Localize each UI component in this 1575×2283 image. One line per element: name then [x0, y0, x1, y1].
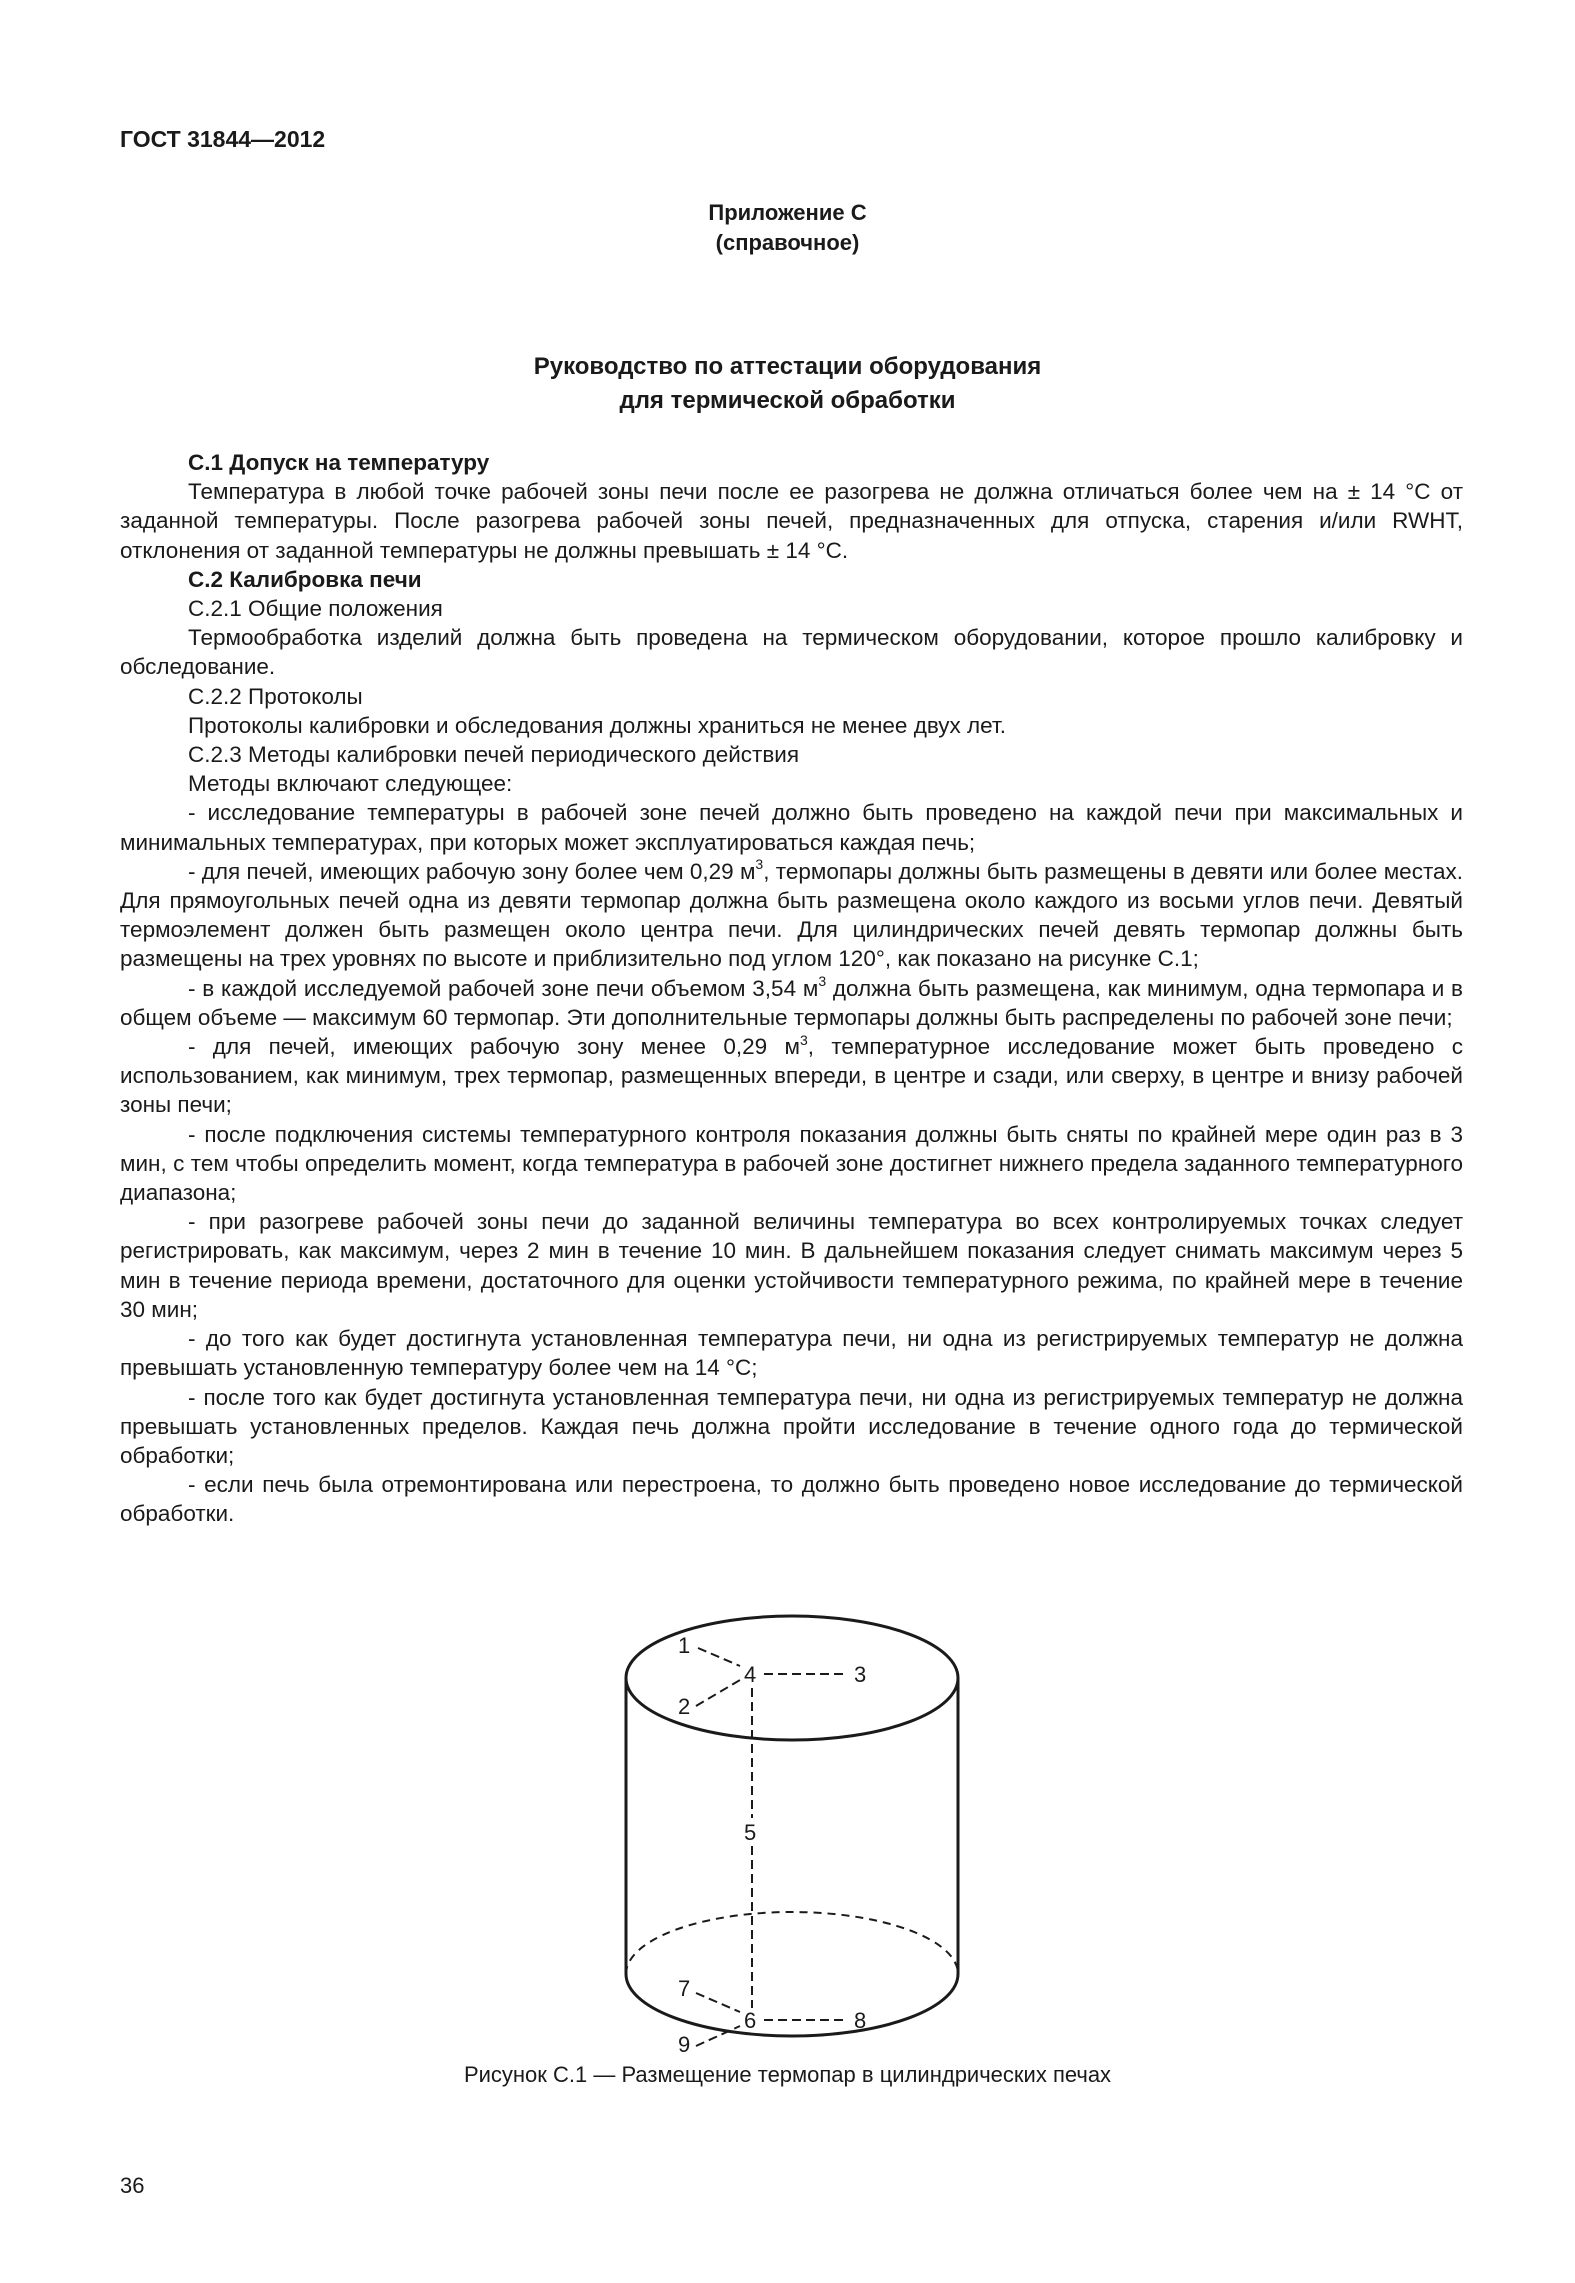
section-c2-heading: С.2 Калибровка печи [188, 566, 422, 592]
document-code: ГОСТ 31844—2012 [120, 126, 326, 152]
superscript: 3 [799, 1031, 808, 1048]
section-c22-heading: С.2.2 Протоколы [188, 683, 363, 709]
cylinder-top-ellipse [626, 1616, 958, 1740]
list-item: - при разогреве рабочей зоны печи до заданной величины температура во всех контролируемых точках следует регистрировать, как максимум, через 2 мин в течение 10 мин. В дальнейшем показания следует снимать максимум через 5 мин в течение периода времени, достаточного для оценки устойчивости температурного режима, по крайней мере в течение 30 мин; [120, 1209, 1463, 1322]
section-c21-heading: С.2.1 Общие положения [188, 596, 443, 622]
section-c1-text: Температура в любой точке рабочей зоны печи после ее разогрева не должна отличаться более чем на ± 14 °С от заданной температуры. После разогрева рабочей зоны печей, предназначенных для отпуска, старения и/или RWHT, отклонения от заданной температуры не должны превышать ± 14 °С. [120, 479, 1463, 563]
list-item: - для печей, имеющих рабочую зону более чем 0,29 $м^3$, термопары должны быть размещены в девяти или более местах. Для прямоугольных печей одна из девяти термопар должна быть размещена около каждого из восьми углов печи. Девятый термоэлемент должен быть размещен около центра печи. Для цилиндрических печей девять термопар должны быть размещены на трех уровнях по высоте и приблизительно под углом 120°, как показано на рисунке С.1; [120, 856, 1464, 972]
annex-title: Приложение С [708, 200, 867, 225]
section-c21-text: Термообработка изделий должна быть проведена на термическом оборудовании, которое прошло калибровку и обследование. [120, 625, 1463, 680]
thermocouple-cylinder-figure [610, 1608, 970, 2057]
list-item: - после того как будет достигнута установленная температура печи, ни одна из регистрируемых температур не должна превышать установленных пределов. Каждая печь должна пройти исследование в течение одного года до термической обработки; [120, 1384, 1463, 1468]
connector-1-4 [698, 1648, 740, 1666]
list-item: - после подключения системы температурного контроля показания должны быть сняты по крайней мере один раз в 3 мин, с тем чтобы определить момент, когда температура в рабочей зоне достигнет нижнего предела заданного температурного диапазона; [120, 1121, 1463, 1206]
main-title-line-1: Руководство по аттестации оборудования [533, 353, 1042, 380]
superscript: 3 [755, 856, 764, 873]
list-item: - до того как будет достигнута установленная температура печи, ни одна из регистрируемых температур не должна превышать установленную температуру более чем на 14 °С; [120, 1326, 1463, 1381]
cylinder-bottom-back-arc [626, 1912, 958, 1974]
label-8: 8 [854, 2008, 867, 2033]
section-c1-heading: С.1 Допуск на температуру [188, 450, 490, 475]
page-number: 36 [120, 2173, 145, 2198]
label-2: 2 [678, 1694, 691, 1719]
section-c22-text: Протоколы калибровки и обследования должны храниться не менее двух лет. [188, 712, 1006, 738]
label-4: 4 [744, 1662, 757, 1687]
main-title-line-2: для термической обработки [619, 387, 956, 414]
list-item: - для печей, имеющих рабочую зону менее 0,29 $м^3$, температурное исследование может быть проведено с использованием, как минимум, трех термопар, размещенных впереди, в центре и сзади, или сверху, в центре и внизу рабочей зоны печи; [120, 1031, 1463, 1118]
annex-note: (справочное) [715, 230, 860, 255]
list-item: - исследование температуры в рабочей зоне печей должно быть проведено на каждой печи при максимальных и минимальных температурах, при которых может эксплуатироваться каждая печь; [120, 800, 1463, 855]
main-title [0, 350, 1575, 418]
label-3: 3 [854, 1662, 867, 1687]
section-c23-heading: С.2.3 Методы калибровки печей периодического действия [188, 742, 800, 768]
label-9: 9 [678, 2032, 691, 2057]
cylinder-bottom-front-arc [626, 1974, 958, 2036]
label-7: 7 [678, 1976, 691, 2001]
label-1: 1 [678, 1633, 691, 1658]
superscript: 3 [818, 973, 827, 990]
list-item: - в каждой исследуемой рабочей зоне печи объемом 3,54 $м^3$ должна быть размещена, как минимум, одна термопара и в общем объеме — максимум 60 термопар. Эти дополнительные термопары должны быть распределены по рабочей зоне печи; [120, 973, 1463, 1030]
section-c23-intro: Методы включают следующее: [188, 771, 513, 797]
label-5: 5 [744, 1820, 757, 1845]
connector-2-4 [696, 1680, 740, 1706]
label-6: 6 [744, 2008, 757, 2033]
figure-caption: Рисунок С.1 — Размещение термопар в цилиндрических печах [463, 2062, 1112, 2087]
list-item: - если печь была отремонтирована или перестроена, то должно быть проведено новое исследование до термической обработки. [120, 1472, 1463, 1527]
connector-7-6 [696, 1993, 740, 2012]
document-body [120, 448, 1463, 1529]
